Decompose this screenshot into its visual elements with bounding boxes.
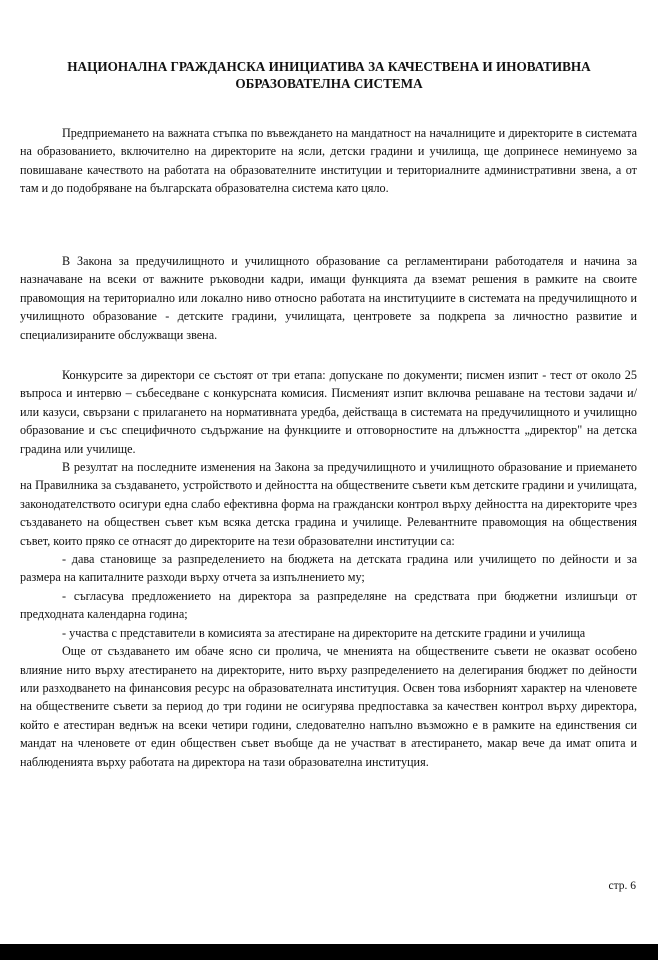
paragraph-5: Още от създаването им обаче ясно си пролича, че мненията на обществените съвети не оказват особено влияние нито върху атестирането на директорите, нито върху разпределението на делегирания бюджет по дейности или разходването на финансовия ресурс на образователната институция. Освен това изборният характер на членовете на обществените съвети за период до три години не осигурява предпоставка за качествен контрол върху директора, който е атестиран веднъж на всеки четири години, следователно напълно възможно е в рамките на единствения си мандат на членовете от един обществен съвет въобще да не участват в атестирането, макар вече да имат опита и наблюденията върху работата на директора на тази образователна институция. xyxy=(20,644,637,769)
paragraph-1: Предприемането на важната стъпка по въвеждането на мандатност на началниците и директорите в системата на образованието, включително на директорите на ясли, детски градини и училища, ще допринесе неминуемо за повишаване качеството на работата на образователните институции и териториалните административни звена, а от там и до подобряване на българската образователна система като цяло. xyxy=(20,126,637,196)
bottom-bar xyxy=(0,944,658,960)
paragraph-4: В резултат на последните изменения на Закона за предучилищното и училищното образование и приемането на Правилника за създаването, устройството и дейността на обществените съвети към детските градини и училищата, законодателството осигури една слабо ефективна форма на граждански контрол върху дейността на директорите чрез създаването на обществен съвет към всяка детска градина и училище. Релевантните правомощия на обществения съвет, които пряко се отнасят до директорите на тези образователни институции са: xyxy=(20,460,637,548)
document-title xyxy=(20,58,638,92)
bullet-1: - дава становище за разпределението на бюджета на детската градина или училището по дейности и за размера на капиталните разходи върху отчета за изпълнението му; xyxy=(20,552,637,585)
main-body xyxy=(20,366,637,771)
page-number: стр. 6 xyxy=(608,880,636,892)
bullet-3: - участва с представители в комисията за атестиране на директорите на детските градини и училища xyxy=(62,625,586,640)
bullet-2: - съгласува предложението на директора за разпределяне на средствата при бюджетни излишъци от предходната календарна година; xyxy=(20,588,637,622)
title-line-1: НАЦИОНАЛНА ГРАЖДАНСКА ИНИЦИАТИВА ЗА КАЧЕСТВЕНА И ИНОВАТИВНА xyxy=(67,59,591,74)
title-line-2: ОБРАЗОВАТЕЛНА СИСТЕМА xyxy=(235,76,423,91)
paragraph-3: Конкурсите за директори се състоят от три етапа: допускане по документи; писмен изпит - тест от около 25 въпроса и интервю – събеседване с конкурсната комисия. Писменият изпит включва решаване на тестови задачи и/или казуси, свързани с прилагането на нормативната уредба, действаща в системата на предучилищното и училищно образование и със специфичното съдържание на функциите и отговорностите на длъжността „директор" на детска градина или училище. xyxy=(20,368,637,456)
paragraph-2: В Закона за предучилищното и училищното образование са регламентирани работодателя и начина за назначаване на всеки от важните ръководни кадри, имащи функцията да вземат решения в рамките на своите правомощия на териториално или локално ниво относно работата на институциите в системата на предучилищното и училищното образование - детските градини, училищата, центровете за подкрепа за личностно развитие и специализираните обслужващи звена. xyxy=(20,254,637,342)
